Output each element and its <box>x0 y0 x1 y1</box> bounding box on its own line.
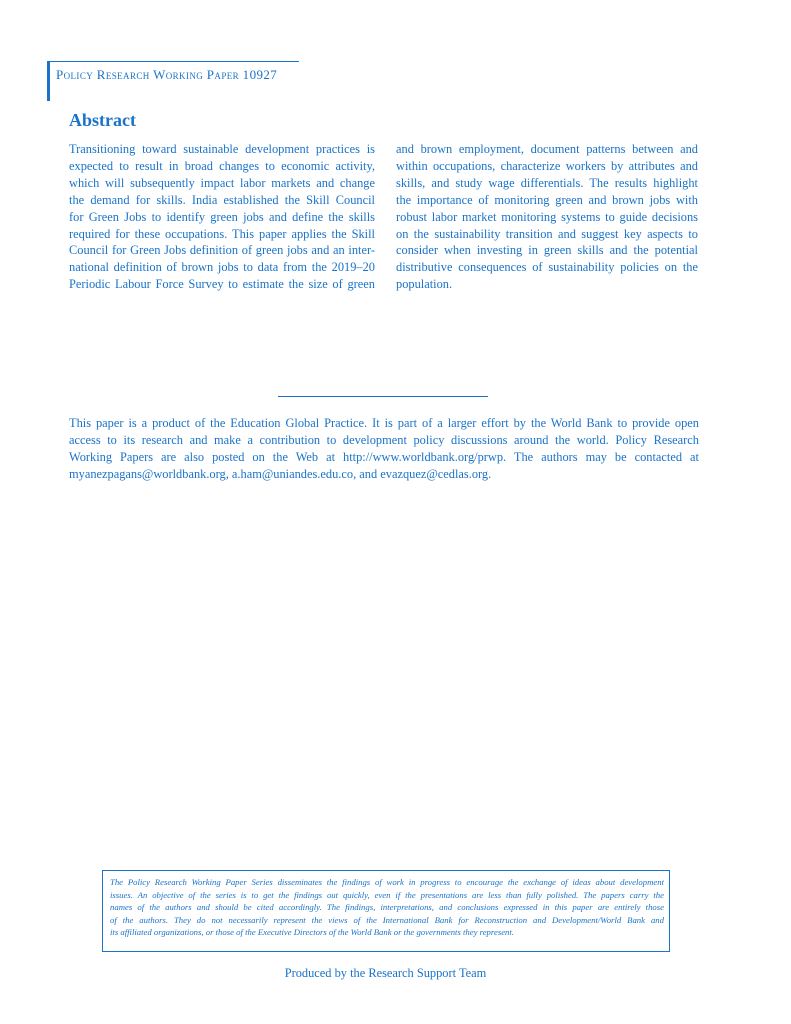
abstract-line: skills, and study wage differentials. The results highlight <box>396 175 698 190</box>
abstract-line: and brown employment, document patterns between and <box>396 142 698 156</box>
disclaimer-text <box>110 876 664 939</box>
product-note <box>69 415 699 483</box>
abstract-left-column <box>69 141 375 293</box>
abstract-line: distributive consequences of sustainability policies on the <box>396 260 698 275</box>
abstract-line: population. <box>396 277 453 292</box>
header-rule <box>47 61 299 62</box>
header-accent-bar <box>47 61 50 101</box>
abstract-line: on the sustainability transition and suggest key aspects to <box>396 226 698 241</box>
abstract-line: expected to result in broad changes to economic activity, <box>69 158 375 173</box>
abstract-heading: Abstract <box>69 110 136 130</box>
produced-by-footer: Produced by the Research Support Team <box>284 966 487 980</box>
abstract-line: Periodic Labour Force Survey to estimate the size of green <box>69 277 375 292</box>
series-label: Policy Research Working Paper 10927 <box>56 67 278 82</box>
abstract-line: within occupations, characterize workers by attributes and <box>396 158 698 173</box>
disclaimer-line: The Policy Research Working Paper Series disseminates the findings of work in progress to encourage the exchange of ideas about development <box>110 877 664 887</box>
abstract-line: robust labor market monitoring systems to guide decisions <box>396 209 698 224</box>
abstract-line: Council for Green Jobs definition of green jobs and an inter- <box>69 243 375 258</box>
product-note-line: access to its research and make a contribution to development policy discussions around the world. Policy Research <box>69 433 699 447</box>
section-divider <box>278 396 488 397</box>
disclaimer-line: its affiliated organizations, or those of the Executive Directors of the World Bank or the governments they represent. <box>110 927 514 938</box>
abstract-line: required for these occupations. This paper applies the Skill <box>69 226 375 241</box>
product-note-line: myanezpagans@worldbank.org, a.ham@uniandes.edu.co, and evazquez@cedlas.org. <box>69 467 492 481</box>
abstract-line: the importance of monitoring green and brown jobs with <box>396 192 698 207</box>
product-note-line: This paper is a product of the Education Global Practice. It is part of a larger effort by the World Bank to provide open <box>69 416 699 430</box>
disclaimer-line: of the authors. They do not necessarily represent the views of the International Bank for Reconstruction and Development/World Bank and <box>110 914 664 925</box>
abstract-line: national definition of brown jobs to data from the 2019–20 <box>69 260 375 275</box>
disclaimer-line: names of the authors and should be cited accordingly. The findings, interpretations, and conclusions expressed in this paper are entirely those <box>110 902 664 913</box>
product-note-line: Working Papers are also posted on the Web at http://www.worldbank.org/prwp. The authors may be contacted at <box>69 450 699 464</box>
abstract-line: which will subsequently impact labor markets and change <box>69 175 375 190</box>
abstract-line: Transitioning toward sustainable development practices is <box>69 142 375 156</box>
abstract-line: the demand for skills. India established the Skill Council <box>69 192 375 207</box>
abstract-right-column <box>396 141 698 293</box>
abstract-line: for Green Jobs to identify green jobs and define the skills <box>69 209 375 224</box>
disclaimer-line: issues. An objective of the series is to get the findings out quickly, even if the presentations are less than fully polished. The papers carry the <box>110 889 664 900</box>
abstract-line: consider when investing in green skills and the potential <box>396 243 698 258</box>
